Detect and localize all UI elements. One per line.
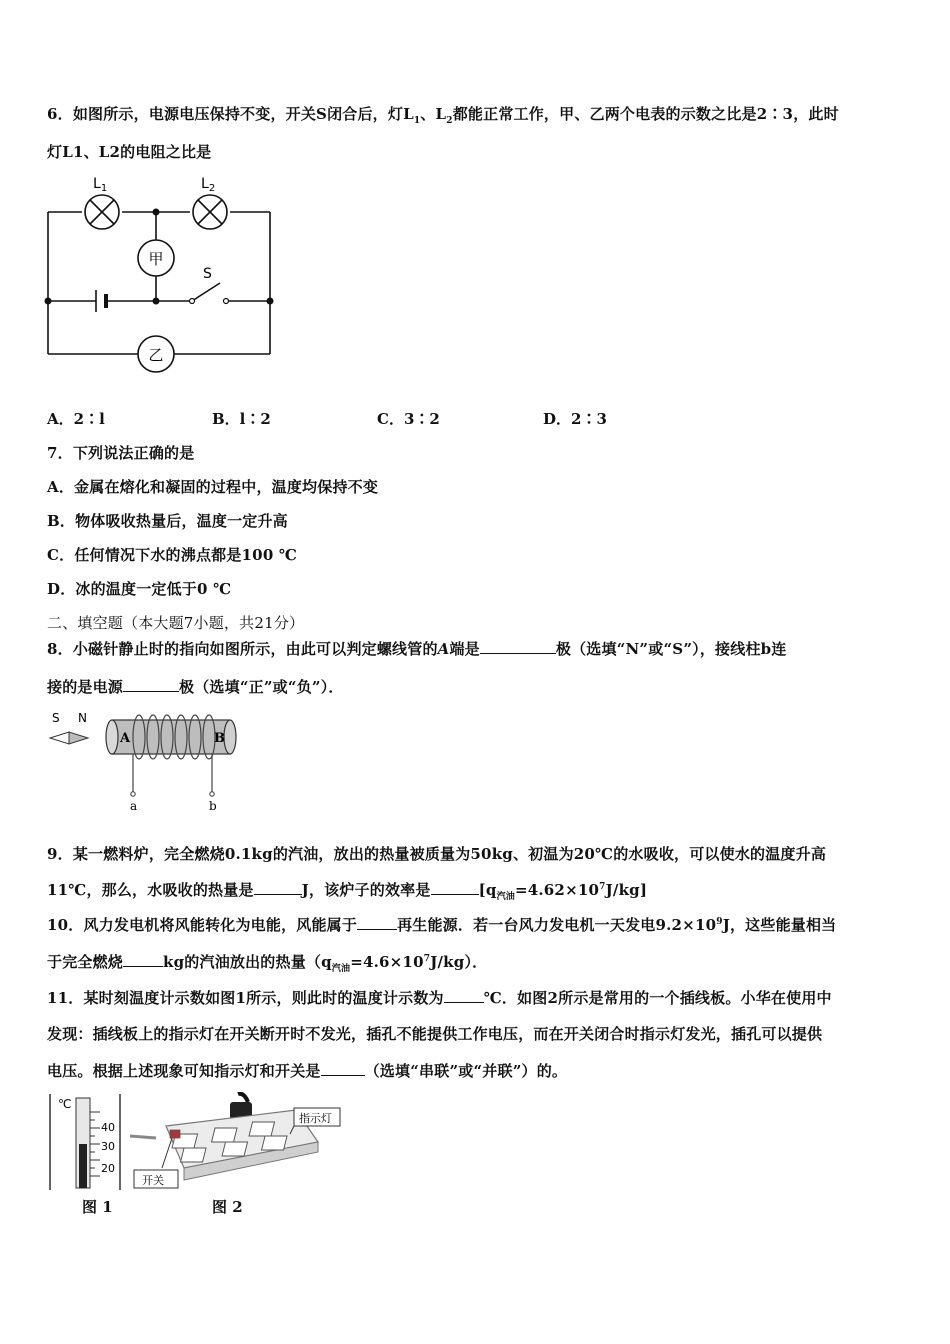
- switch-label: 开关: [142, 1174, 164, 1187]
- figure-2-caption: 图 2: [212, 1198, 243, 1216]
- terminal-b-label: b: [209, 799, 217, 813]
- q9-blank-2[interactable]: [431, 880, 479, 895]
- q7-stem: 7．下列说法正确的是: [47, 444, 195, 462]
- q6-stem-line1: 6．如图所示，电源电压保持不变，开关S闭合后，灯$L_1$、$L_2$都能正常工作，甲、乙两个电表的示数之比是2∶3，此时: [47, 105, 839, 126]
- q8-stem-line1: 8．小磁针静止时的指向如图所示，由此可以判定螺线管的A端是 极（选填“N”或“S”），接线柱b连: [47, 640, 787, 658]
- q6-option-a[interactable]: A．2∶l: [47, 410, 105, 428]
- q10-blank-1[interactable]: [357, 915, 397, 930]
- q8-stem-line2: 接的是电源 极（选填“正”或“负”）．: [47, 678, 344, 696]
- q8-blank-2[interactable]: [123, 677, 179, 692]
- q7-option-b[interactable]: B．物体吸收热量后，温度一定升高: [47, 512, 288, 530]
- switch-s-label: S: [203, 266, 212, 282]
- q8-blank-1[interactable]: [480, 639, 556, 654]
- q7-option-c[interactable]: C．任何情况下水的沸点都是100 ℃: [47, 546, 298, 564]
- q8-solenoid-diagram: [46, 708, 246, 818]
- lamp-l1-icon: [85, 195, 119, 229]
- label-l1: $L_1$: [93, 176, 108, 194]
- q11-blank-2[interactable]: [321, 1061, 365, 1076]
- q11-blank-1[interactable]: [444, 988, 484, 1003]
- q7-option-d[interactable]: D．冰的温度一定低于0 ℃: [47, 580, 232, 598]
- q9-stem-line1: 9．某一燃料炉，完全燃烧0.1kg的汽油，放出的热量被质量为50kg、初温为20℃的水吸收，可以使水的温度升高: [47, 845, 827, 863]
- label-l2: $L_2$: [201, 176, 216, 194]
- indicator-label: 指示灯: [299, 1112, 332, 1125]
- tick-20: 20: [101, 1162, 115, 1175]
- compass-needle-icon: [50, 732, 88, 744]
- q11-thermometer-figure: [46, 1092, 126, 1192]
- q11-stem-line3: 电压。根据上述现象可知指示灯和开关是 （选填“串联”或“并联”）的。: [47, 1062, 568, 1080]
- q6-option-c[interactable]: C．3∶2: [377, 410, 440, 428]
- q11-power-strip-figure: [126, 1092, 356, 1192]
- q6-stem-line2: 灯L1、L2的电阻之比是: [47, 143, 212, 161]
- lamp-l2-icon: [193, 195, 227, 229]
- needle-s-label: S: [52, 711, 60, 725]
- thermometer-unit: ℃: [58, 1097, 72, 1111]
- needle-n-label: N: [78, 711, 87, 725]
- meter-yi-label: 乙: [148, 346, 164, 364]
- figure-1-caption: 图 1: [82, 1198, 113, 1216]
- q6-circuit-diagram: [40, 170, 285, 375]
- q10-stem-line2: 于完全燃烧 kg的汽油放出的热量$(q_{汽油}=4.6\times 10^7J/kg)$．: [47, 953, 488, 974]
- q11-stem-line1: 11．某时刻温度计示数如图1所示，则此时的温度计示数为 ℃．如图2所示是常用的一个插线板。小华在使用中: [47, 989, 832, 1007]
- q9-stem-line2: 11℃，那么，水吸收的热量是 J，该炉子的效率是 $[q_{汽油}=4.62\times 10^7J/kg]$: [47, 881, 648, 902]
- terminal-a-label: a: [130, 799, 138, 813]
- q6-option-d[interactable]: D．2∶3: [543, 410, 607, 428]
- meter-jia-label: 甲: [148, 250, 164, 268]
- q7-option-a[interactable]: A．金属在熔化和凝固的过程中，温度均保持不变: [47, 478, 379, 496]
- q6-option-b[interactable]: B．l∶2: [212, 410, 271, 428]
- thermometer-icon: [76, 1098, 100, 1188]
- section-title: 二、填空题（本大题7小题，共21分）: [47, 614, 305, 632]
- tick-40: 40: [101, 1121, 115, 1134]
- q10-blank-2[interactable]: [123, 952, 163, 967]
- tick-30: 30: [101, 1140, 115, 1153]
- solenoid-end-a: A: [120, 731, 131, 746]
- q10-stem-line1: 10．风力发电机将风能转化为电能，风能属于 再生能源．若一台风力发电机一天发电$9.2\times 10^9J$，这些能量相当: [47, 916, 837, 934]
- q9-blank-1[interactable]: [254, 880, 302, 895]
- q11-stem-line2: 发现：插线板上的指示灯在开关断开时不发光，插孔不能提供工作电压，而在开关闭合时指示灯发光，插孔可以提供: [47, 1025, 823, 1043]
- solenoid-end-b: B: [214, 731, 225, 746]
